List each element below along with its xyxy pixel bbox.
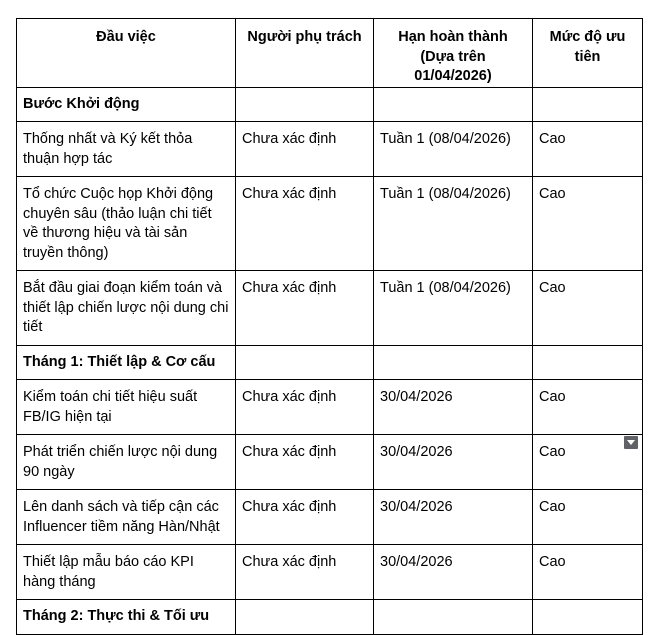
section-row: [17, 600, 643, 635]
table-row: [17, 380, 643, 435]
owner-cell[interactable]: Chưa xác định: [236, 490, 374, 545]
task-cell[interactable]: Thiết lập mẫu báo cáo KPI hàng tháng: [17, 545, 236, 600]
table-row: [17, 490, 643, 545]
task-table: [16, 18, 643, 635]
priority-cell[interactable]: Cao: [533, 271, 643, 346]
owner-cell[interactable]: Chưa xác định: [236, 435, 374, 490]
task-cell[interactable]: Phát triển chiến lược nội dung 90 ngày: [17, 435, 236, 490]
priority-cell[interactable]: Cao: [533, 435, 643, 490]
header-deadline[interactable]: Hạn hoàn thành (Dựa trên 01/04/2026): [374, 19, 533, 88]
task-cell[interactable]: Bắt đầu giai đoạn kiểm toán và thiết lập chiến lược nội dung chi tiết: [17, 271, 236, 346]
priority-cell[interactable]: Cao: [533, 490, 643, 545]
table-cell[interactable]: [236, 600, 374, 635]
priority-cell[interactable]: Cao: [533, 177, 643, 271]
deadline-cell[interactable]: Tuần 1 (08/04/2026): [374, 271, 533, 346]
table-row: [17, 271, 643, 346]
table-cell[interactable]: [374, 600, 533, 635]
deadline-cell[interactable]: 30/04/2026: [374, 435, 533, 490]
owner-cell[interactable]: Chưa xác định: [236, 271, 374, 346]
deadline-cell[interactable]: 30/04/2026: [374, 490, 533, 545]
priority-cell[interactable]: Cao: [533, 545, 643, 600]
table-row: [17, 122, 643, 177]
task-cell[interactable]: Thống nhất và Ký kết thỏa thuận hợp tác: [17, 122, 236, 177]
deadline-cell[interactable]: Tuần 1 (08/04/2026): [374, 122, 533, 177]
header-row: [17, 19, 643, 88]
task-cell[interactable]: Tổ chức Cuộc họp Khởi động chuyên sâu (thảo luận chi tiết về thương hiệu và tài sản truyền thông): [17, 177, 236, 271]
header-owner[interactable]: Người phụ trách: [236, 19, 374, 88]
section-title[interactable]: Tháng 1: Thiết lập & Cơ cấu: [17, 345, 236, 380]
table-row: [17, 177, 643, 271]
section-row: [17, 87, 643, 122]
task-cell[interactable]: Lên danh sách và tiếp cận các Influencer tiềm năng Hàn/Nhật: [17, 490, 236, 545]
table-cell[interactable]: [533, 345, 643, 380]
table-cell[interactable]: [533, 87, 643, 122]
dropdown-arrow-icon[interactable]: [624, 436, 638, 449]
deadline-cell[interactable]: 30/04/2026: [374, 380, 533, 435]
owner-cell[interactable]: Chưa xác định: [236, 122, 374, 177]
deadline-cell[interactable]: 30/04/2026: [374, 545, 533, 600]
task-cell[interactable]: Kiểm toán chi tiết hiệu suất FB/IG hiện tại: [17, 380, 236, 435]
header-task[interactable]: Đầu việc: [17, 19, 236, 88]
owner-cell[interactable]: Chưa xác định: [236, 380, 374, 435]
table-row: [17, 545, 643, 600]
owner-cell[interactable]: Chưa xác định: [236, 177, 374, 271]
table-cell[interactable]: [374, 345, 533, 380]
priority-cell[interactable]: Cao: [533, 380, 643, 435]
deadline-cell[interactable]: Tuần 1 (08/04/2026): [374, 177, 533, 271]
table-cell[interactable]: [236, 87, 374, 122]
table-cell[interactable]: [533, 600, 643, 635]
owner-cell[interactable]: Chưa xác định: [236, 545, 374, 600]
section-title[interactable]: Tháng 2: Thực thi & Tối ưu: [17, 600, 236, 635]
table-row: [17, 435, 643, 490]
section-row: [17, 345, 643, 380]
priority-cell[interactable]: Cao: [533, 122, 643, 177]
table-cell[interactable]: [236, 345, 374, 380]
header-priority[interactable]: Mức độ ưu tiên: [533, 19, 643, 88]
section-title[interactable]: Bước Khởi động: [17, 87, 236, 122]
table-cell[interactable]: [374, 87, 533, 122]
task-table-container: [16, 18, 642, 635]
